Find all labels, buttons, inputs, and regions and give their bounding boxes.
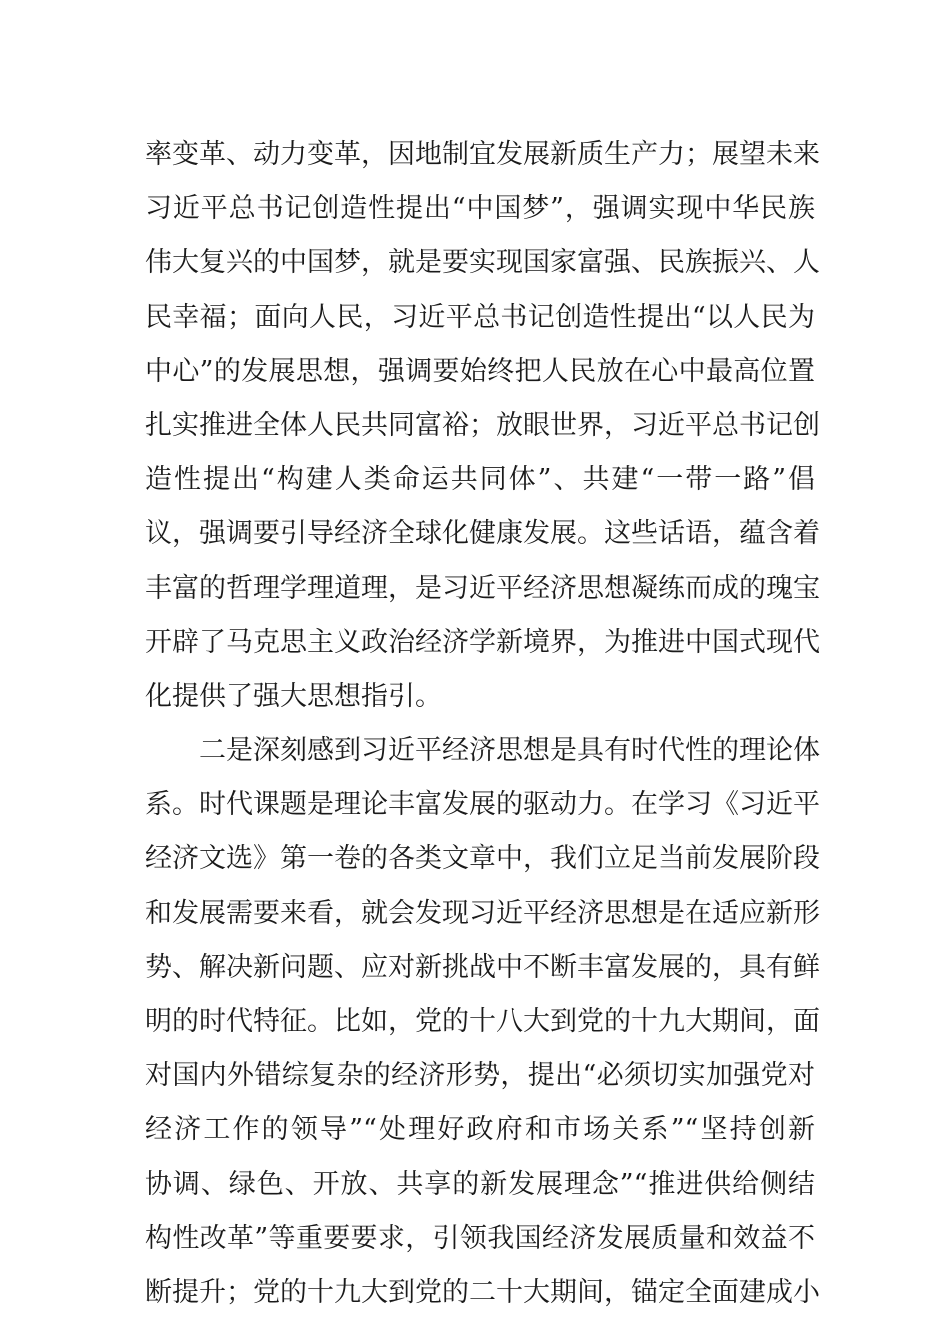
text-line-11: 化提供了强大思想指引。 [145,680,442,712]
text-line-8: 议，强调要引导经济全球化健康发展。这些话语，蕴含着 [145,518,820,550]
text-line-21: 构性改革”等重要要求，引领我国经济发展质量和效益不 [145,1222,815,1254]
text-line-4: 民幸福；面向人民，习近平总书记创造性提出“以人民为 [145,301,815,333]
text-line-22: 断提升；党的十九大到党的二十大期间，锚定全面建成小 [145,1276,820,1308]
body-text [145,128,820,1320]
text-line-14: 经济文选》第一卷的各类文章中，我们立足当前发展阶段 [145,843,820,875]
text-line-16: 势、解决新问题、应对新挑战中不断丰富发展的，具有鲜 [145,951,820,983]
text-line-1: 率变革、动力变革，因地制宜发展新质生产力；展望未来 [145,139,820,170]
text-line-7: 造性提出“构建人类命运共同体”、共建“一带一路”倡 [145,464,815,496]
text-line-19: 经济工作的领导”“处理好政府和市场关系”“坚持创新 [145,1114,815,1146]
text-line-12: 二是深刻感到习近平经济思想是具有时代性的理论体 [199,735,820,767]
text-line-20: 协调、绿色、开放、共享的新发展理念”“推进供给侧结 [145,1168,815,1200]
text-line-10: 开辟了马克思主义政治经济学新境界，为推进中国式现代 [145,626,820,658]
text-line-3: 伟大复兴的中国梦，就是要实现国家富强、民族振兴、人 [145,247,820,279]
text-line-2: 习近平总书记创造性提出“中国梦”，强调实现中华民族 [145,193,815,225]
text-line-15: 和发展需要来看，就会发现习近平经济思想是在适应新形 [145,897,820,929]
text-line-6: 扎实推进全体人民共同富裕；放眼世界，习近平总书记创 [145,409,820,441]
text-line-17: 明的时代特征。比如，党的十八大到党的十九大期间，面 [145,1006,820,1037]
text-line-9: 丰富的哲理学理道理，是习近平经济思想凝练而成的瑰宝 [145,572,820,604]
text-line-18: 对国内外错综复杂的经济形势，提出“必须切实加强党对 [145,1060,815,1092]
text-line-5: 中心”的发展思想，强调要始终把人民放在心中最高位置 [145,355,815,387]
text-line-13: 系。时代课题是理论丰富发展的驱动力。在学习《习近平 [145,789,820,821]
